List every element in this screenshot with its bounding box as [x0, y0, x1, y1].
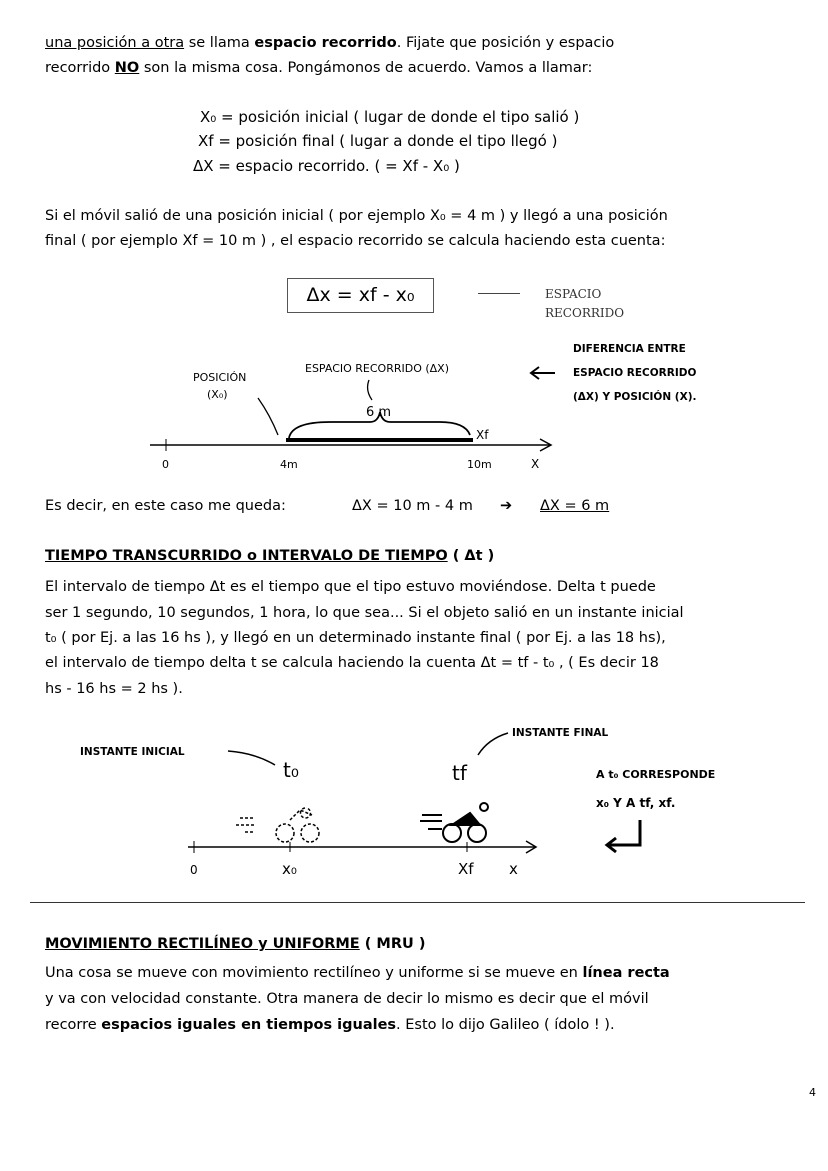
text: TIEMPO TRANSCURRIDO o INTERVALO DE TIEMPO — [45, 548, 448, 564]
text: ( MRU ) — [359, 936, 426, 952]
mru-line — [45, 1015, 615, 1035]
result-line — [45, 496, 286, 516]
page-number: 4 — [809, 1086, 816, 1099]
text: ( Δt ) — [447, 548, 495, 564]
example-line-2: final ( por ejemplo Xf = 10 m ) , el espacio recorrido se calcula haciendo esta cuenta: — [45, 233, 666, 249]
text: Una cosa se mueve con movimiento rectilíneo y uniforme si se mueve en — [45, 965, 583, 981]
tick-label: 10m — [467, 458, 492, 471]
position-diagram — [0, 330, 828, 480]
text: . Fijate que posición y espacio — [396, 35, 615, 51]
definition-xf: Xf = posición final ( lugar a donde el tipo llegó ) — [198, 132, 558, 150]
note-line: A t₀ CORRESPONDE — [596, 768, 716, 781]
return-arrow-icon — [607, 820, 640, 852]
text: . Esto lo dijo Galileo ( ídolo ! ). — [396, 1017, 615, 1033]
text: recorre — [45, 1017, 102, 1033]
tick-label: 4m — [280, 458, 298, 471]
result-answer: ΔX = 6 m — [540, 498, 610, 514]
label-6m: 6 m — [366, 405, 392, 420]
tick-label: x₀ — [282, 860, 297, 878]
text: Es decir, en este caso me queda: — [45, 498, 286, 514]
label-instante-inicial: INSTANTE INICIAL — [80, 746, 185, 758]
arrow-icon — [368, 380, 372, 400]
motorcycle-icon — [420, 803, 488, 842]
note-line: (ΔX) Y POSICIÓN (X). — [573, 391, 697, 403]
tiempo-line: el intervalo de tiempo delta t se calcula haciendo la cuenta Δt = tf - t₀ , ( Es decir 18 — [45, 655, 659, 671]
text: ESPACIO — [545, 287, 602, 301]
mru-line — [45, 963, 670, 983]
label-instante-final: INSTANTE FINAL — [512, 727, 609, 739]
text: espacios iguales en tiempos iguales — [101, 1017, 397, 1033]
definition-dx: ΔX = espacio recorrido. ( = Xf - X₀ ) — [193, 157, 460, 175]
definition-x0: X₀ = posición inicial ( lugar de donde el tipo salió ) — [200, 108, 580, 126]
label-t0: t₀ — [283, 758, 299, 782]
example-line-1: Si el móvil salió de una posición inicial ( por ejemplo X₀ = 4 m ) y llegó a una posición — [45, 208, 668, 224]
text: NO — [114, 60, 140, 76]
intro-line-1 — [45, 33, 614, 53]
arrow-icon — [478, 733, 508, 755]
text: línea recta — [582, 965, 670, 981]
mru-line: y va con velocidad constante. Otra manera de decir lo mismo es decir que el móvil — [45, 991, 649, 1007]
note-line: ESPACIO RECORRIDO — [573, 367, 697, 379]
tiempo-line: El intervalo de tiempo Δt es el tiempo que el tipo estuvo moviéndose. Delta t puede — [45, 579, 656, 595]
tick-label: 0 — [162, 458, 169, 471]
text: MOVIMIENTO RECTILÍNEO y UNIFORME — [45, 936, 360, 952]
intro-line-2 — [45, 58, 592, 78]
formula-box: Δx = xf - x₀ — [287, 278, 434, 313]
arrow-left-icon — [478, 293, 520, 294]
text: son la misma cosa. Pongámonos de acuerdo. Vamos a llamar: — [139, 60, 593, 76]
arrow-right-icon: ➔ — [500, 498, 513, 514]
text: RECORRIDO — [545, 306, 625, 320]
arrow-icon — [228, 751, 275, 765]
text: una posición a otra — [45, 35, 185, 51]
label-espacio: ESPACIO RECORRIDO (ΔX) — [305, 362, 450, 375]
tick-label: 0 — [190, 863, 198, 877]
section-heading-mru — [45, 934, 425, 954]
text: espacio recorrido — [254, 35, 397, 51]
motorcycle-icon — [236, 808, 319, 842]
axis-label: X — [531, 457, 540, 471]
label-posicion: POSICIÓN — [193, 371, 247, 384]
tiempo-line: hs - 16 hs = 2 hs ). — [45, 681, 183, 697]
arrow-icon — [258, 398, 278, 435]
tiempo-line: ser 1 segundo, 10 segundos, 1 hora, lo que sea... Si el objeto salió en un instante inicial — [45, 605, 684, 621]
divider — [30, 902, 805, 903]
result-calc: ΔX = 10 m - 4 m — [352, 498, 473, 514]
label-xf: Xf — [476, 428, 489, 442]
label-tf: tf — [452, 761, 467, 785]
label-x0: (X₀) — [207, 388, 228, 401]
section-heading-tiempo — [45, 546, 494, 566]
note-line: x₀ Y A tf, xf. — [596, 796, 676, 810]
time-diagram — [0, 715, 828, 885]
axis-label: x — [509, 860, 518, 878]
text: se llama — [184, 35, 255, 51]
note-line: DIFERENCIA ENTRE — [573, 343, 686, 355]
formula-label — [545, 285, 624, 323]
text: recorrido — [45, 60, 115, 76]
tick-label: Xf — [458, 860, 474, 878]
tiempo-line: t₀ ( por Ej. a las 16 hs ), y llegó en un determinado instante final ( por Ej. a las 18 hs), — [45, 630, 666, 646]
